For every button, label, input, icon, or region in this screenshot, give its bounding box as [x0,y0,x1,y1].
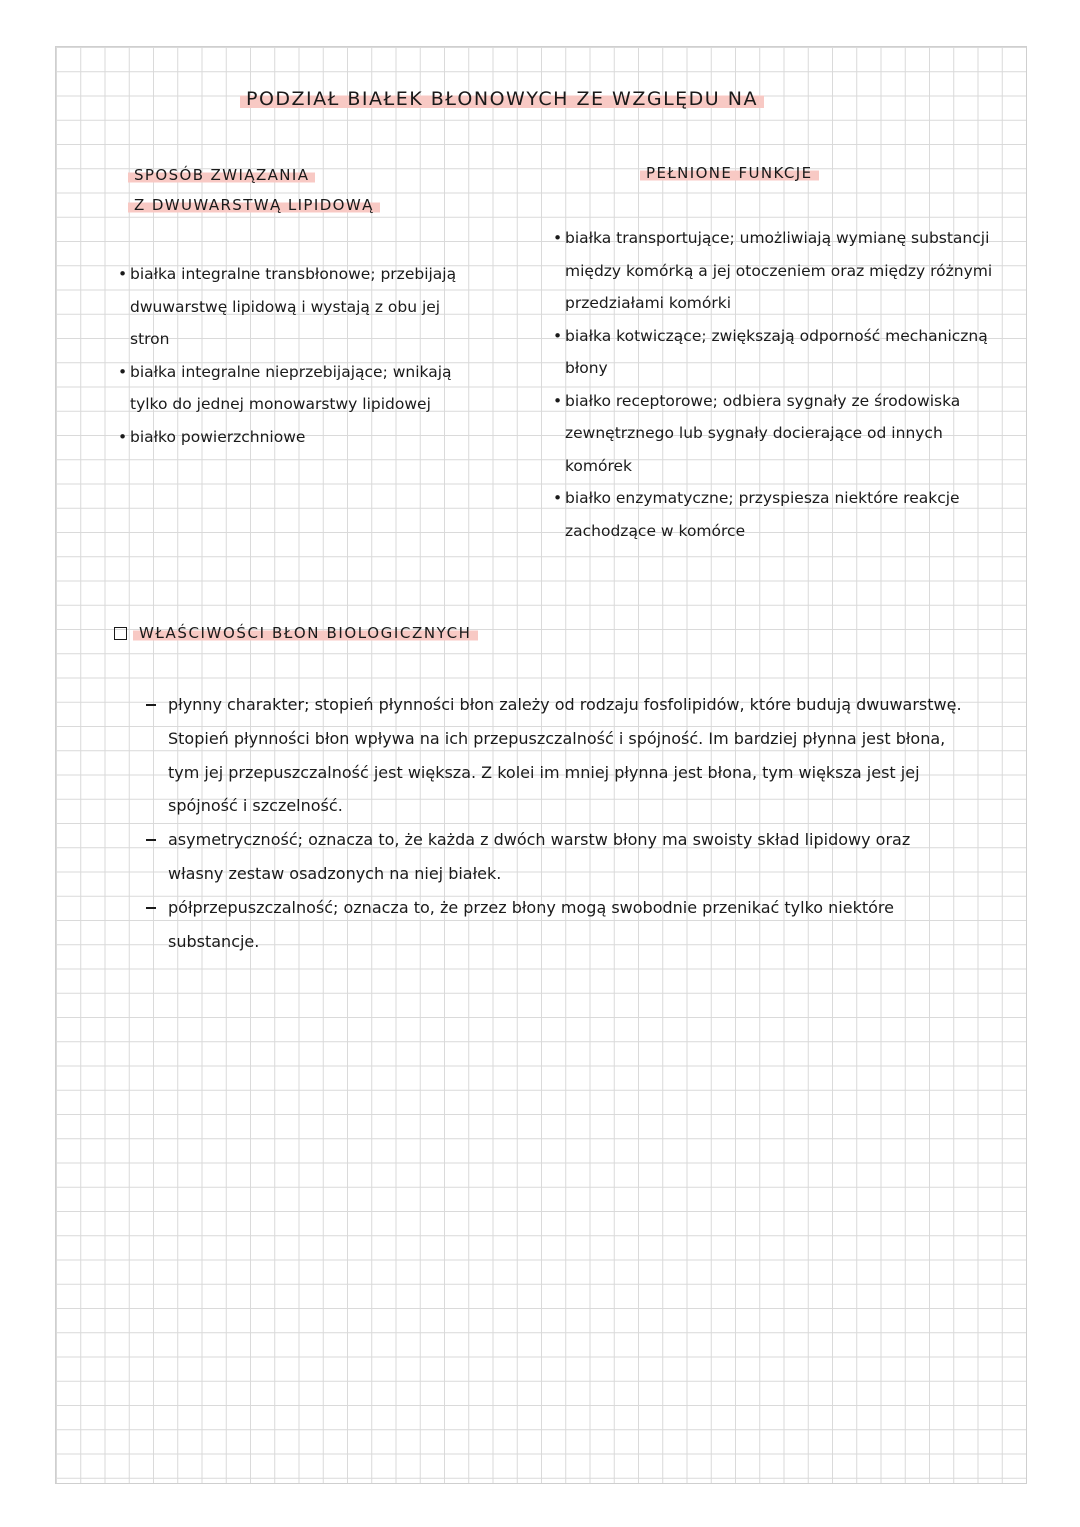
properties-list [146,688,966,958]
title-text: PODZIAŁ BIAŁEK BŁONOWYCH ZE WZGLĘDU NA [240,88,764,110]
checkbox-icon [114,627,127,640]
list-item: • białka integralne transbłonowe; przebijają dwuwarstwę lipidową i wystają z obu jej stron [118,258,458,356]
list-item: półprzepuszczalność; oznacza to, że przez błony mogą swobodnie przenikać tylko niektóre substancje. [146,891,966,959]
list-item: • białko receptorowe; odbiera sygnały ze środowiska zewnętrznego lub sygnały docierające od innych komórek [553,385,993,483]
list-item: • białko powierzchniowe [118,421,458,454]
list-item: płynny charakter; stopień płynności błon zależy od rodzaju fosfolipidów, które budują dwuwarstwę. Stopień płynności błon wpływa na ich przepuszczalność i spójność. Im bardziej płynna jest błona, tym jej przepuszczalność jest większa. Z kolei im mniej płynna jest błona, tym większa jest jej spójność i szczelność. [146,688,966,823]
list-item: • białka kotwiczące; zwiększają odporność mechaniczną błony [553,320,993,385]
right-heading-text: PEŁNIONE FUNKCJE [640,164,819,182]
page-title [240,88,764,110]
binding-types-list [118,258,458,453]
list-item: • białka transportujące; umożliwiają wymianę substancji między komórką a jej otoczeniem oraz między różnymi przedziałami komórki [553,222,993,320]
list-item: • białka integralne nieprzebijające; wnikają tylko do jednej monowarstwy lipidowej [118,356,458,421]
right-column-heading [640,158,819,188]
left-heading-line1: SPOSÓB ZWIĄZANIA [128,166,315,184]
section-title: WŁAŚCIWOŚCI BŁON BIOLOGICZNYCH [133,624,478,642]
left-heading-line2: Z DWUWARSTWĄ LIPIDOWĄ [128,196,380,214]
left-column-heading [128,160,380,220]
list-item: asymetryczność; oznacza to, że każda z dwóch warstw błony ma swoisty skład lipidowy oraz własny zestaw osadzonych na niej białek. [146,823,966,891]
list-item: • białko enzymatyczne; przyspiesza niektóre reakcje zachodzące w komórce [553,482,993,547]
section-heading [114,624,478,642]
functions-list [553,222,993,547]
